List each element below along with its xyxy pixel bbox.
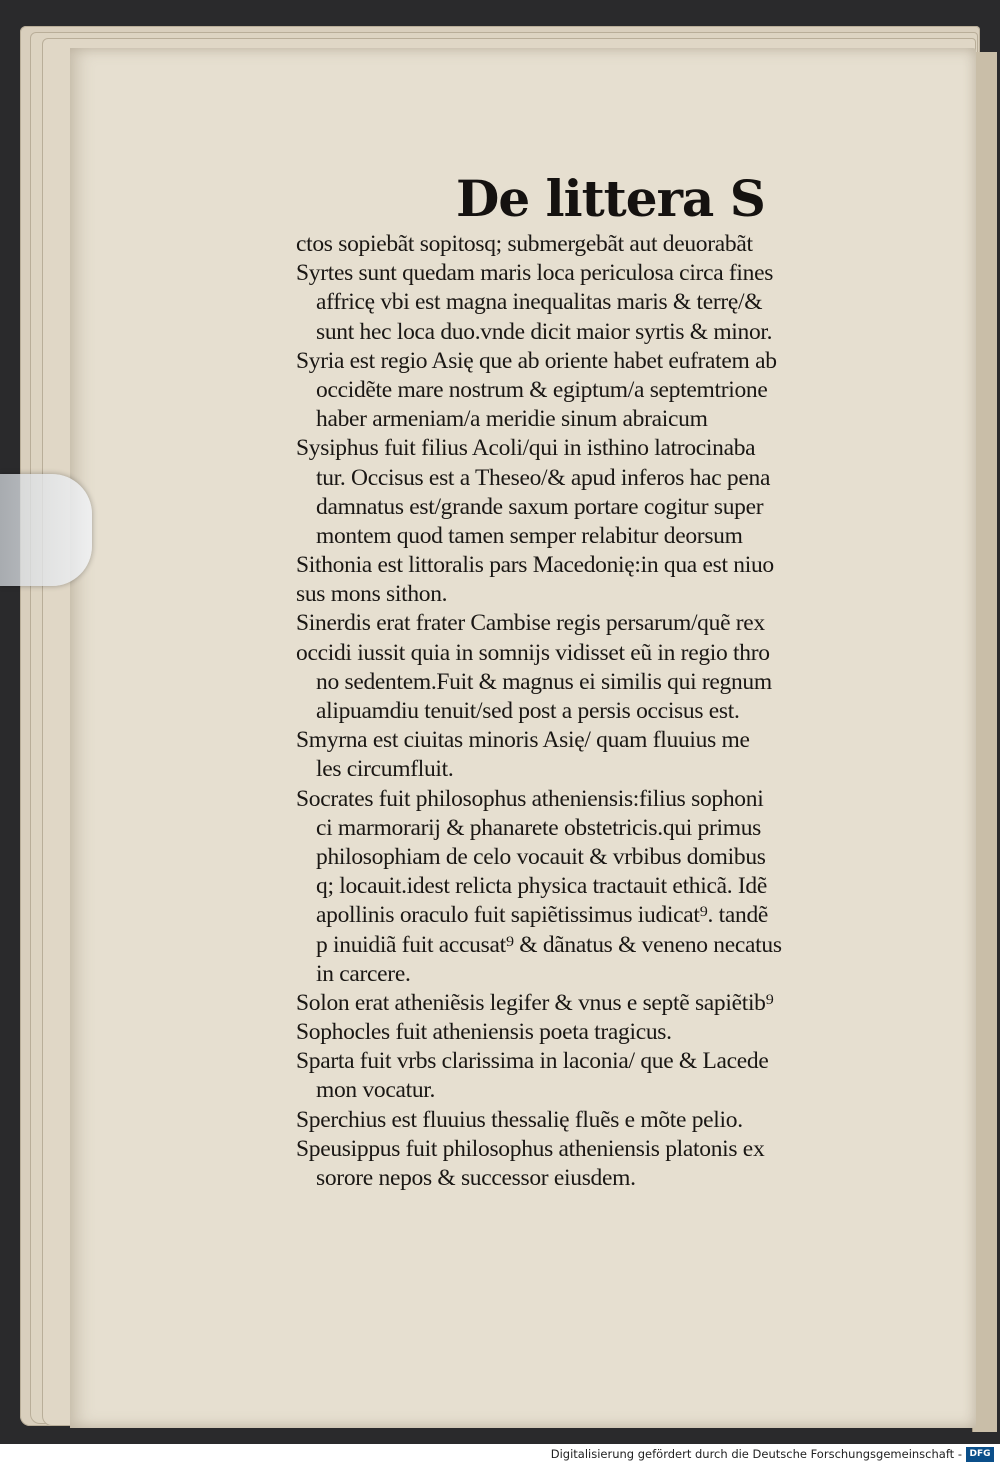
- text-line: p inuidiã fuit accusat⁹ & dãnatus & veneno necatus: [316, 931, 782, 958]
- text-line: sus mons sithon.: [296, 581, 448, 608]
- text-line: alipuamdiu tenuit/sed post a persis occisus est.: [316, 698, 740, 724]
- text-line: Sperchius est fluuius thessalię fluẽs e mõte pelio.: [296, 1106, 743, 1133]
- glass-page-holder: [0, 474, 92, 586]
- text-line: Smyrna est ciuitas minoris Asię/ quam fluuius me: [296, 727, 750, 754]
- text-line: Speusippus fuit philosophus atheniensis platonis ex: [296, 1135, 765, 1162]
- text-line: sunt hec loca duo.vnde dicit maior syrtis & minor.: [316, 318, 773, 345]
- text-line: Syria est regio Asię que ab oriente habet eufratem ab: [296, 347, 777, 374]
- page-heading: De littera S: [456, 169, 765, 228]
- dfg-logo: DFG: [966, 1447, 994, 1462]
- text-line: tur. Occisus est a Theseo/& apud inferos hac pena: [316, 464, 771, 491]
- text-line: occidẽte mare nostrum & egiptum/a septemtrione: [316, 376, 768, 403]
- footer-bar: [0, 1444, 1000, 1465]
- text-line: Sparta fuit vrbs clarissima in laconia/ que & Lacede: [296, 1048, 769, 1075]
- text-line: Sithonia est littoralis pars Macedonię:in qua est niuo: [296, 552, 774, 579]
- text-line: Sophocles fuit atheniensis poeta tragicus.: [296, 1019, 672, 1046]
- text-line: mon vocatur.: [316, 1077, 436, 1104]
- text-line: Sysiphus fuit filius Acoli/qui in isthino latrocinaba: [296, 435, 756, 462]
- text-line: apollinis oraculo fuit sapiẽtissimus iudicat⁹. tandẽ: [316, 902, 769, 929]
- text-line: Syrtes sunt quedam maris loca periculosa circa fines: [296, 260, 774, 287]
- text-line: haber armeniam/a meridie sinum abraicum: [316, 406, 708, 433]
- text-line: affricę vbi est magna inequalitas maris & terrę/&: [316, 289, 763, 316]
- text-line: occidi iussit quia in somnijs vidisset eũ in regio thro: [296, 639, 770, 666]
- text-line: Socrates fuit philosophus atheniensis:filius sophoni: [296, 785, 764, 812]
- text-line: ci marmorarij & phanarete obstetricis.qui primus: [316, 814, 762, 841]
- text-block: [296, 230, 896, 1193]
- footer-credit: Digitalisierung gefördert durch die Deutsche Forschungsgemeinschaft -: [550, 1447, 962, 1461]
- text-line: ctos sopiebãt sopitosq; submergebãt aut deuorabãt: [296, 231, 753, 257]
- text-line: philosophiam de celo vocauit & vrbibus domibus: [316, 843, 766, 870]
- text-line: q; locauit.idest relicta physica tractauit ethicã. Idẽ: [316, 873, 767, 900]
- text-line: sorore nepos & successor eiusdem.: [316, 1165, 636, 1191]
- text-line: les circumfluit.: [316, 756, 454, 783]
- text-line: no sedentem.Fuit & magnus ei similis qui regnum: [316, 668, 772, 695]
- text-line: Sinerdis erat frater Cambise regis persarum/quẽ rex: [296, 610, 765, 637]
- text-line: montem quod tamen semper relabitur deorsum: [316, 522, 743, 549]
- text-line: in carcere.: [316, 960, 411, 987]
- text-line: damnatus est/grande saxum portare cogitur super: [316, 493, 764, 520]
- text-line: Solon erat atheniẽsis legifer & vnus e septẽ sapiẽtib⁹: [296, 989, 774, 1016]
